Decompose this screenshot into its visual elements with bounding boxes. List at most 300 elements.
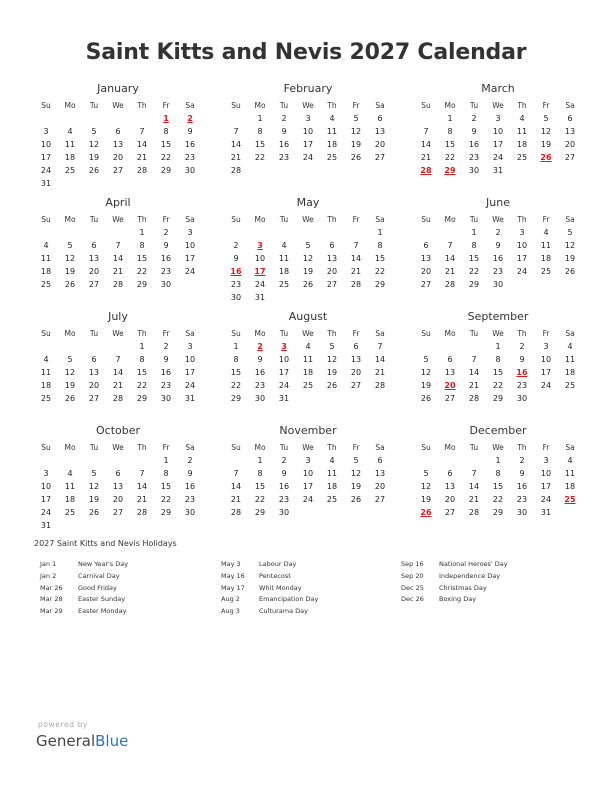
day-cell: 20 — [444, 495, 456, 504]
day-cell: 24 — [40, 508, 52, 517]
day-cell: 4 — [67, 469, 73, 478]
day-cell: 9 — [519, 355, 525, 364]
day-cell: 7 — [447, 241, 453, 250]
weekday-header — [224, 100, 392, 112]
empty-cell — [106, 340, 130, 353]
day-cell: 5 — [91, 469, 97, 478]
empty-cell — [344, 226, 368, 239]
weekday-label: Su — [231, 215, 241, 224]
day-cell: 12 — [564, 241, 576, 250]
day-cell: 30 — [278, 508, 290, 517]
day-cell: 2 — [163, 228, 169, 237]
empty-cell — [414, 112, 438, 125]
day-grid — [34, 340, 202, 405]
weekday-label: We — [112, 443, 124, 452]
day-cell: 19 — [350, 140, 362, 149]
day-cell: 28 — [230, 508, 242, 517]
weekday-label: Fr — [352, 215, 360, 224]
day-cell: 3 — [543, 342, 549, 351]
holiday-day-cell: 26 — [420, 508, 432, 517]
weekday-label: Mo — [254, 101, 266, 110]
day-cell: 17 — [40, 153, 52, 162]
day-cell: 30 — [254, 394, 266, 403]
empty-cell — [414, 226, 438, 239]
day-cell: 14 — [468, 368, 480, 377]
holiday-row — [401, 559, 591, 571]
day-cell: 24 — [540, 495, 552, 504]
day-cell: 1 — [163, 456, 169, 465]
day-cell: 17 — [540, 482, 552, 491]
weekday-label: Tu — [89, 215, 99, 224]
day-cell: 29 — [254, 508, 266, 517]
day-grid — [34, 454, 202, 532]
weekday-header — [34, 214, 202, 226]
weekday-label: Su — [421, 215, 431, 224]
day-cell: 26 — [420, 394, 432, 403]
day-cell: 13 — [420, 254, 432, 263]
weekday-label: Su — [41, 101, 51, 110]
day-cell: 30 — [184, 166, 196, 175]
empty-cell — [58, 112, 82, 125]
weekday-label: Th — [137, 101, 147, 110]
day-cell: 21 — [230, 153, 242, 162]
day-cell: 18 — [326, 482, 338, 491]
day-cell: 6 — [353, 342, 359, 351]
day-cell: 23 — [184, 495, 196, 504]
day-cell: 24 — [302, 495, 314, 504]
day-cell: 26 — [564, 267, 576, 276]
day-cell: 25 — [326, 495, 338, 504]
weekday-label: Mo — [64, 101, 76, 110]
day-cell: 8 — [139, 355, 145, 364]
day-cell: 29 — [160, 508, 172, 517]
day-cell: 25 — [302, 381, 314, 390]
empty-cell — [82, 226, 106, 239]
day-cell: 2 — [281, 456, 287, 465]
weekday-header — [224, 214, 392, 226]
day-grid — [414, 112, 582, 177]
weekday-label: Su — [41, 329, 51, 338]
day-cell: 4 — [43, 241, 49, 250]
day-cell: 26 — [88, 508, 100, 517]
brand-text-blue: Blue — [95, 732, 129, 750]
holiday-row — [221, 606, 411, 618]
day-cell: 11 — [40, 368, 52, 377]
day-cell: 12 — [420, 368, 432, 377]
weekday-label: Th — [327, 215, 337, 224]
day-cell: 16 — [254, 368, 266, 377]
day-cell: 15 — [160, 482, 172, 491]
day-cell: 8 — [139, 241, 145, 250]
day-cell: 28 — [136, 508, 148, 517]
day-cell: 13 — [88, 254, 100, 263]
day-cell: 19 — [302, 267, 314, 276]
weekday-label: Su — [231, 443, 241, 452]
empty-cell — [82, 112, 106, 125]
day-grid — [34, 112, 202, 190]
holiday-name: Easter Monday — [78, 607, 127, 616]
day-cell: 11 — [564, 355, 576, 364]
day-cell: 7 — [471, 469, 477, 478]
weekday-label: Fr — [542, 215, 550, 224]
day-cell: 19 — [420, 495, 432, 504]
day-cell: 8 — [377, 241, 383, 250]
day-cell: 6 — [91, 241, 97, 250]
day-cell: 7 — [115, 241, 121, 250]
day-cell: 20 — [326, 267, 338, 276]
day-grid — [224, 226, 392, 304]
weekday-label: We — [302, 443, 314, 452]
weekday-label: Fr — [542, 329, 550, 338]
holiday-name: Emancipation Day — [259, 595, 319, 604]
day-cell: 4 — [567, 456, 573, 465]
day-cell: 19 — [88, 153, 100, 162]
day-cell: 24 — [254, 280, 266, 289]
day-cell: 27 — [420, 280, 432, 289]
day-cell: 14 — [444, 254, 456, 263]
day-cell: 30 — [160, 280, 172, 289]
day-cell: 15 — [230, 368, 242, 377]
day-cell: 6 — [567, 114, 573, 123]
holiday-date: Aug 2 — [221, 595, 240, 604]
day-cell: 29 — [136, 280, 148, 289]
day-cell: 4 — [43, 355, 49, 364]
holiday-date: Sep 20 — [401, 571, 424, 580]
day-cell: 4 — [543, 228, 549, 237]
weekday-label: Su — [421, 443, 431, 452]
month-december — [414, 424, 582, 519]
day-cell: 23 — [492, 267, 504, 276]
day-cell: 27 — [112, 166, 124, 175]
empty-cell — [58, 454, 82, 467]
day-cell: 21 — [136, 495, 148, 504]
day-cell: 16 — [160, 254, 172, 263]
day-cell: 11 — [326, 469, 338, 478]
day-cell: 18 — [326, 140, 338, 149]
day-cell: 12 — [540, 127, 552, 136]
weekday-label: Th — [137, 443, 147, 452]
holiday-date: Sep 16 — [401, 560, 424, 568]
day-cell: 23 — [160, 267, 172, 276]
day-cell: 26 — [326, 381, 338, 390]
holiday-row — [40, 583, 230, 595]
weekday-label: Su — [231, 101, 241, 110]
month-july — [34, 310, 202, 405]
weekday-label: We — [302, 101, 314, 110]
weekday-label: Sa — [565, 443, 575, 452]
day-cell: 27 — [444, 394, 456, 403]
holiday-row — [40, 594, 230, 606]
day-cell: 30 — [516, 508, 528, 517]
day-cell: 6 — [423, 241, 429, 250]
day-cell: 27 — [326, 280, 338, 289]
weekday-label: Sa — [565, 215, 575, 224]
day-cell: 7 — [115, 355, 121, 364]
day-grid — [414, 454, 582, 519]
weekday-header — [414, 328, 582, 340]
day-cell: 21 — [112, 381, 124, 390]
day-cell: 17 — [492, 140, 504, 149]
day-cell: 5 — [67, 241, 73, 250]
empty-cell — [224, 454, 248, 467]
month-name: October — [95, 424, 141, 437]
day-cell: 1 — [377, 228, 383, 237]
day-cell: 1 — [257, 114, 263, 123]
holiday-row — [40, 606, 230, 618]
day-cell: 27 — [564, 153, 576, 162]
day-cell: 27 — [444, 508, 456, 517]
day-cell: 21 — [136, 153, 148, 162]
day-cell: 9 — [163, 355, 169, 364]
day-cell: 9 — [257, 355, 263, 364]
empty-cell — [106, 454, 130, 467]
holiday-date: Jan 2 — [40, 571, 57, 580]
day-cell: 2 — [233, 241, 239, 250]
day-cell: 19 — [540, 140, 552, 149]
day-cell: 23 — [160, 381, 172, 390]
empty-cell — [272, 226, 296, 239]
holiday-day-cell: 29 — [444, 166, 456, 175]
day-cell: 5 — [353, 456, 359, 465]
day-cell: 29 — [230, 394, 242, 403]
day-cell: 24 — [40, 166, 52, 175]
day-cell: 31 — [278, 394, 290, 403]
weekday-label: Fr — [542, 443, 550, 452]
day-cell: 22 — [492, 495, 504, 504]
day-cell: 1 — [139, 228, 145, 237]
holiday-row — [221, 571, 411, 583]
day-cell: 30 — [492, 280, 504, 289]
weekday-label: Fr — [542, 101, 550, 110]
month-name: July — [108, 310, 128, 323]
day-cell: 16 — [468, 140, 480, 149]
day-cell: 15 — [160, 140, 172, 149]
day-cell: 22 — [136, 381, 148, 390]
month-september — [414, 310, 582, 405]
holiday-date: Dec 25 — [401, 583, 424, 592]
day-cell: 23 — [278, 495, 290, 504]
weekday-header — [224, 442, 392, 454]
brand-logo — [36, 732, 128, 750]
day-cell: 10 — [540, 469, 552, 478]
month-name: August — [288, 310, 328, 323]
day-cell: 12 — [420, 482, 432, 491]
day-cell: 11 — [540, 241, 552, 250]
day-cell: 5 — [67, 355, 73, 364]
day-cell: 5 — [543, 114, 549, 123]
day-cell: 25 — [564, 381, 576, 390]
weekday-header — [34, 328, 202, 340]
day-cell: 31 — [184, 394, 196, 403]
day-cell: 20 — [112, 495, 124, 504]
day-cell: 24 — [184, 381, 196, 390]
day-cell: 25 — [64, 166, 76, 175]
day-cell: 12 — [64, 254, 76, 263]
month-name: November — [279, 424, 337, 437]
month-name: June — [486, 196, 510, 209]
holiday-name: Culturama Day — [259, 607, 309, 616]
day-cell: 24 — [492, 153, 504, 162]
day-cell: 28 — [350, 280, 362, 289]
weekday-label: Su — [421, 329, 431, 338]
weekday-label: Sa — [185, 443, 195, 452]
day-cell: 14 — [230, 140, 242, 149]
month-april — [34, 196, 202, 291]
day-cell: 25 — [40, 280, 52, 289]
month-january — [34, 82, 202, 190]
empty-cell — [224, 112, 248, 125]
day-cell: 7 — [233, 127, 239, 136]
weekday-label: Mo — [444, 215, 456, 224]
holiday-column — [401, 559, 591, 606]
day-cell: 30 — [468, 166, 480, 175]
weekday-label: Sa — [565, 329, 575, 338]
day-cell: 13 — [564, 127, 576, 136]
holiday-row — [40, 571, 230, 583]
day-cell: 3 — [187, 228, 193, 237]
day-cell: 5 — [353, 114, 359, 123]
weekday-label: Sa — [565, 101, 575, 110]
weekday-label: Th — [327, 329, 337, 338]
day-cell: 5 — [423, 469, 429, 478]
holiday-row — [221, 594, 411, 606]
day-cell: 20 — [88, 381, 100, 390]
day-cell: 22 — [492, 381, 504, 390]
day-cell: 17 — [302, 482, 314, 491]
day-cell: 7 — [377, 342, 383, 351]
holiday-name: Labour Day — [259, 560, 297, 568]
day-cell: 11 — [64, 482, 76, 491]
month-name: December — [469, 424, 527, 437]
weekday-label: Tu — [469, 215, 479, 224]
holiday-date: Mar 29 — [40, 607, 63, 616]
empty-cell — [248, 226, 272, 239]
day-cell: 6 — [377, 114, 383, 123]
day-cell: 23 — [516, 495, 528, 504]
weekday-label: Fr — [352, 329, 360, 338]
day-cell: 18 — [540, 254, 552, 263]
holiday-day-cell: 17 — [254, 267, 266, 276]
day-cell: 28 — [112, 394, 124, 403]
day-cell: 10 — [302, 127, 314, 136]
day-cell: 12 — [88, 140, 100, 149]
holiday-name: Pentecost — [259, 571, 291, 580]
day-cell: 23 — [230, 280, 242, 289]
weekday-label: Tu — [469, 329, 479, 338]
day-cell: 12 — [64, 368, 76, 377]
day-cell: 8 — [447, 127, 453, 136]
weekday-label: We — [302, 215, 314, 224]
day-cell: 13 — [444, 368, 456, 377]
holiday-row — [221, 583, 411, 595]
day-cell: 7 — [423, 127, 429, 136]
day-cell: 2 — [519, 456, 525, 465]
day-cell: 9 — [471, 127, 477, 136]
day-cell: 22 — [160, 153, 172, 162]
holiday-day-cell: 3 — [257, 241, 263, 250]
holiday-date: Mar 28 — [40, 595, 63, 604]
month-november — [224, 424, 392, 519]
weekday-label: Mo — [64, 329, 76, 338]
holiday-day-cell: 3 — [281, 342, 287, 351]
day-cell: 1 — [139, 342, 145, 351]
day-cell: 9 — [519, 469, 525, 478]
day-cell: 27 — [374, 495, 386, 504]
weekday-label: Tu — [469, 443, 479, 452]
holiday-name: New Year's Day — [78, 560, 129, 568]
day-cell: 19 — [88, 495, 100, 504]
day-cell: 29 — [468, 280, 480, 289]
day-cell: 26 — [64, 394, 76, 403]
day-cell: 13 — [326, 254, 338, 263]
weekday-label: Fr — [162, 329, 170, 338]
day-cell: 11 — [278, 254, 290, 263]
day-cell: 24 — [516, 267, 528, 276]
day-cell: 10 — [254, 254, 266, 263]
day-cell: 22 — [444, 153, 456, 162]
weekday-header — [414, 214, 582, 226]
weekday-label: Su — [41, 443, 51, 452]
day-cell: 31 — [254, 293, 266, 302]
day-cell: 25 — [516, 153, 528, 162]
weekday-label: Th — [517, 215, 527, 224]
weekday-label: Sa — [185, 329, 195, 338]
day-cell: 21 — [468, 381, 480, 390]
day-cell: 15 — [374, 254, 386, 263]
day-cell: 8 — [495, 469, 501, 478]
day-cell: 4 — [305, 342, 311, 351]
day-cell: 2 — [495, 228, 501, 237]
day-cell: 13 — [112, 140, 124, 149]
day-cell: 26 — [64, 280, 76, 289]
empty-cell — [130, 112, 154, 125]
weekday-label: Tu — [89, 101, 99, 110]
weekday-label: Sa — [375, 215, 385, 224]
day-cell: 16 — [184, 482, 196, 491]
day-cell: 13 — [444, 482, 456, 491]
day-cell: 23 — [516, 381, 528, 390]
weekday-label: Th — [517, 101, 527, 110]
empty-cell — [462, 340, 486, 353]
day-cell: 7 — [353, 241, 359, 250]
holiday-day-cell: 25 — [564, 495, 576, 504]
day-cell: 10 — [302, 469, 314, 478]
day-cell: 21 — [112, 267, 124, 276]
day-cell: 2 — [281, 114, 287, 123]
weekday-label: Su — [231, 329, 241, 338]
day-cell: 31 — [540, 508, 552, 517]
empty-cell — [296, 226, 320, 239]
weekday-label: We — [112, 329, 124, 338]
day-cell: 18 — [564, 482, 576, 491]
day-cell: 5 — [423, 355, 429, 364]
day-cell: 11 — [564, 469, 576, 478]
holiday-name: Carnival Day — [78, 571, 120, 580]
day-cell: 31 — [492, 166, 504, 175]
day-cell: 30 — [516, 394, 528, 403]
day-cell: 28 — [112, 280, 124, 289]
day-cell: 27 — [374, 153, 386, 162]
day-cell: 4 — [329, 114, 335, 123]
day-cell: 13 — [374, 469, 386, 478]
holiday-date: May 17 — [221, 583, 245, 592]
holiday-date: Jan 1 — [40, 560, 57, 568]
day-cell: 12 — [88, 482, 100, 491]
month-name: September — [467, 310, 529, 323]
empty-cell — [438, 454, 462, 467]
day-cell: 12 — [302, 254, 314, 263]
weekday-label: Th — [517, 443, 527, 452]
